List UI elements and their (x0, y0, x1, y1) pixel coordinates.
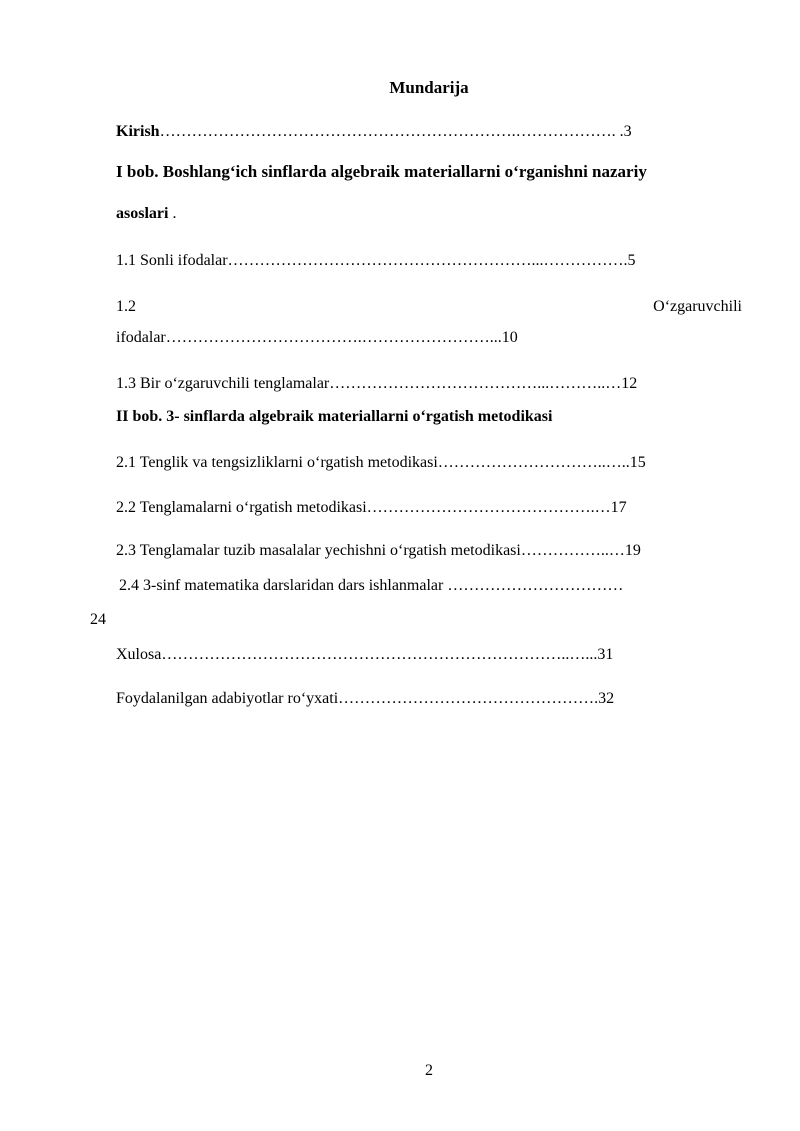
toc-entry-kirish-leader: ………………………………………………………….………………. .3 (159, 123, 632, 140)
toc-entry-2-4-page: 24 (90, 611, 106, 628)
toc-entry-1-2-line2: ifodalar……………………………….……………………...10 (116, 330, 518, 346)
toc-entry-1-3: 1.3 Bir o‘zgaruvchili tenglamalar…………………………………...………..…12 (116, 376, 638, 392)
toc-chapter-1-line2 (116, 206, 176, 222)
toc-chapter-1-line2-bold: asoslari (116, 205, 169, 222)
toc-entry-adabiyotlar: Foydalanilgan adabiyotlar ro‘yxati………………………………………….32 (116, 691, 615, 707)
toc-entry-xulosa: Xulosa…………………………………………………………………..…...31 (116, 647, 614, 663)
toc-chapter-1-line1: I bob. Boshlang‘ich sinflarda algebraik materiallarni o‘rganishni nazariy (116, 162, 647, 181)
toc-entry-1-2-title: O‘zgaruvchili (653, 298, 742, 315)
toc-entry-2-1: 2.1 Tenglik va tengsizliklarni o‘rgatish metodikasi…………………………..…..15 (116, 455, 646, 471)
toc-chapter-1-line2-rest: . (168, 205, 177, 222)
toc-entry-2-2: 2.2 Tenglamalarni o‘rgatish metodikasi…………………………………….…17 (116, 500, 627, 516)
page-title: Mundarija (389, 78, 469, 97)
toc-entry-1-1: 1.1 Sonli ifodalar…………………………………………………...…………….5 (116, 253, 636, 269)
toc-entry-kirish-label: Kirish (116, 123, 160, 140)
toc-entry-2-4-line1: 2.4 3-sinf matematika darslaridan dars ishlanmalar …………………………… (119, 578, 624, 594)
toc-entry-2-3: 2.3 Tenglamalar tuzib masalalar yechishni o‘rgatish metodikasi……………..…19 (116, 543, 641, 559)
page-number: 2 (425, 1062, 433, 1079)
toc-entry-kirish (116, 124, 632, 140)
toc-chapter-2: II bob. 3- sinflarda algebraik materiallarni o‘rgatish metodikasi (116, 408, 553, 425)
toc-entry-1-2-number: 1.2 (116, 298, 136, 315)
